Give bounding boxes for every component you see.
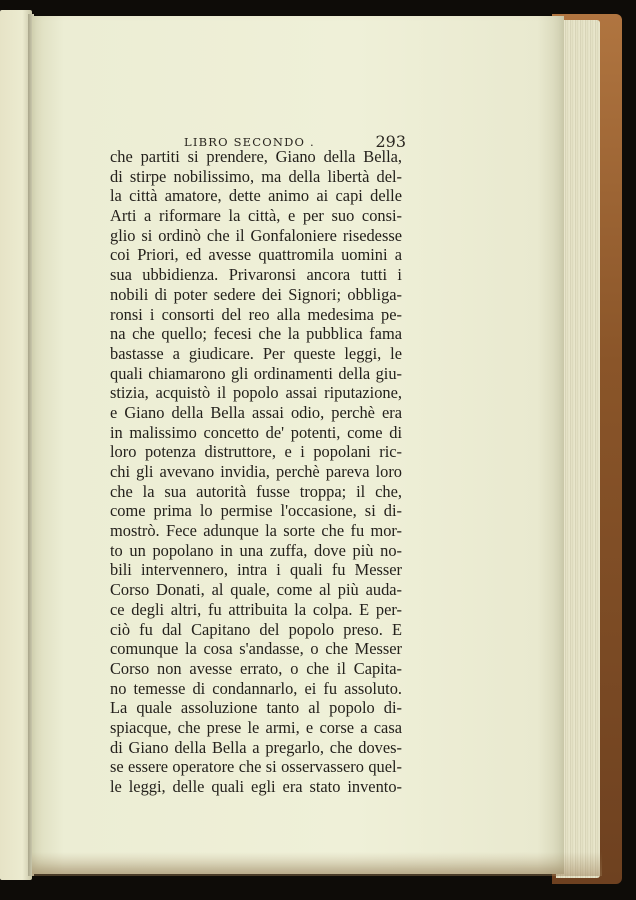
text-line: e Giano della Bella assai odio, perchè era: [110, 402, 402, 422]
text-line: no temesse di condannarlo, ei fu assoluto.: [110, 678, 402, 698]
text-line: chi gli avevano invidia, perchè pareva loro: [110, 462, 402, 481]
text-line: bili intervennero, intra i quali fu Messer: [110, 560, 402, 580]
page-number: 293: [375, 132, 406, 151]
text-line: che la sua autorità fusse troppa; il che,: [110, 481, 402, 501]
text-line: na che quello; fecesi che la pubblica fama: [110, 324, 402, 344]
text-line: se essere operatore che si osservassero quel-: [110, 757, 402, 777]
text-line: la città amatore, dette animo ai capi delle: [110, 186, 402, 206]
text-line: Arti a riformare la città, e per suo consi-: [110, 206, 402, 226]
text-line: La quale assoluzione tanto al popolo di-: [110, 698, 402, 718]
body-text: [110, 147, 402, 797]
text-line: ciò fu dal Capitano del popolo preso. E: [110, 619, 402, 639]
text-line: bastasse a giudicare. Per queste leggi, le: [110, 343, 402, 363]
text-line: che partiti si prendere, Giano della Bella,: [110, 147, 402, 166]
text-line: ce degli altri, fu attribuita la colpa. E per-: [110, 599, 402, 619]
text-line: le leggi, delle quali egli era stato invento-: [110, 777, 402, 796]
page-bottom-shadow: [32, 852, 602, 876]
text-line: comunque la cosa s'andasse, o che Messer: [110, 639, 402, 659]
text-line: come prima lo permise l'occasione, si di-: [110, 501, 402, 521]
text-line: Corso non avesse errato, o che il Capita-: [110, 658, 402, 678]
text-line: to un popolano in una zuffa, dove più no-: [110, 540, 402, 560]
text-line: glio si ordinò che il Gonfaloniere risedesse: [110, 225, 402, 245]
text-line: ronsi i consorti del reo alla medesima pe-: [110, 304, 402, 324]
text-line: spiacque, che prese le armi, e corse a casa: [110, 717, 402, 737]
text-line: coi Priori, ed avesse quattromila uomini a: [110, 245, 402, 265]
text-line: Corso Donati, al quale, come al più auda-: [110, 580, 402, 600]
text-line: quali chiamarono gli ordinamenti della giu-: [110, 363, 402, 383]
text-line: mostrò. Fece adunque la sorte che fu mor-: [110, 521, 402, 541]
text-line: sua ubbidienza. Privaronsi ancora tutti i: [110, 265, 402, 285]
text-line: loro potenza distruttore, e i popolani ric-: [110, 442, 402, 462]
text-line: nobili di poter sedere dei Signori; obbliga-: [110, 284, 402, 304]
text-line: stizia, acquistò il popolo assai riputazione,: [110, 383, 402, 403]
text-line: di Giano della Bella a pregarlo, che doves-: [110, 737, 402, 757]
text-line: in malissimo concetto de' potenti, come di: [110, 422, 402, 442]
running-head: LIBRO SECONDO .: [184, 135, 315, 149]
text-line: di stirpe nobilissimo, ma della libertà del-: [110, 166, 402, 186]
